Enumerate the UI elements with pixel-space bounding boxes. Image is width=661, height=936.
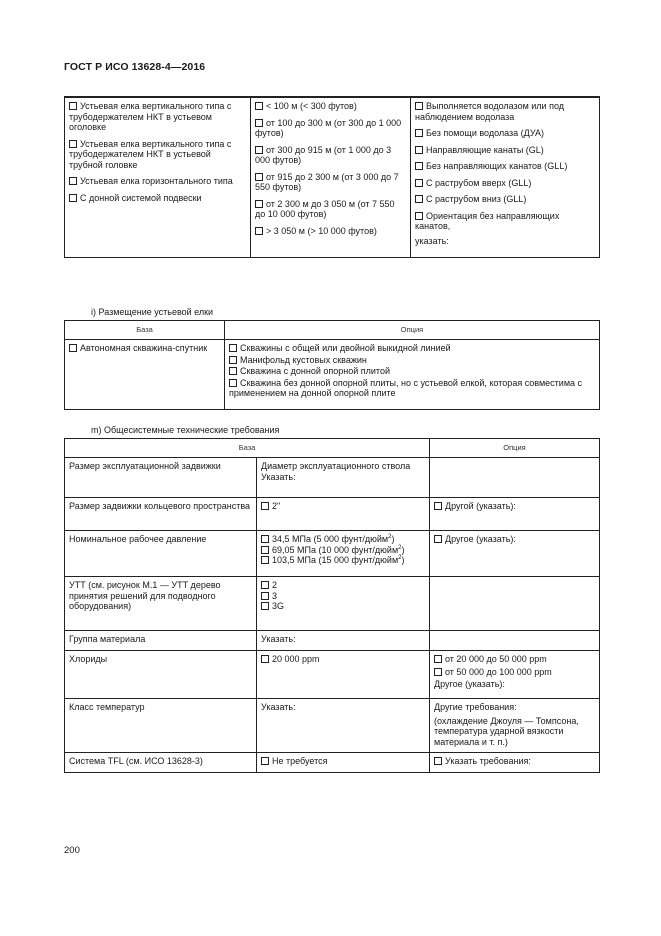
checkbox-option[interactable]: от 2 300 м до 3 050 м (от 7 550 до 10 000 футов) (255, 198, 395, 219)
checkbox[interactable] (69, 102, 77, 110)
checkbox[interactable] (229, 344, 237, 352)
wellhead-tree-type-table (64, 96, 600, 258)
checkbox-option[interactable]: Устьевая елка вертикального типа с трубодержателем НКТ в устьевой трубной головке (69, 138, 232, 170)
checkbox-option[interactable]: Другое (указать): (434, 534, 595, 545)
checkbox[interactable] (255, 227, 263, 235)
checkbox[interactable] (415, 129, 423, 137)
requirement-label: УТТ (см. рисунок М.1 — УТТ дерево принятия решений для подводного оборудования) (65, 577, 257, 631)
column-header-base: База (65, 321, 225, 340)
checkbox-option[interactable]: Манифольд кустовых скважин (229, 355, 595, 366)
checkbox[interactable] (434, 535, 442, 543)
checkbox[interactable] (69, 194, 77, 202)
checkbox[interactable] (415, 146, 423, 154)
checkbox[interactable] (69, 344, 77, 352)
installation-method-cell (411, 97, 600, 257)
base-cell (257, 577, 430, 631)
base-cell (257, 531, 430, 577)
checkbox[interactable] (434, 655, 442, 663)
base-cell (257, 651, 430, 699)
section-i-caption: i) Размещение устьевой елки (91, 307, 214, 317)
option-cell (430, 531, 600, 577)
column-header-option: Опция (430, 439, 600, 458)
checkbox-option[interactable]: Автономная скважина-спутник (69, 343, 220, 354)
column-header-base: База (65, 439, 430, 458)
tree-placement-table (64, 320, 600, 410)
checkbox-option[interactable]: 3 (261, 591, 425, 602)
checkbox[interactable] (415, 162, 423, 170)
option-cell (430, 577, 600, 631)
document-header: ГОСТ Р ИСО 13628-4—2016 (64, 61, 206, 73)
checkbox-option[interactable]: Выполняется водолазом или под наблюдением водолаза (415, 101, 565, 122)
option-cell (430, 631, 600, 651)
checkbox[interactable] (229, 379, 237, 387)
requirement-label: Класс температур (65, 699, 257, 753)
requirement-label: Хлориды (65, 651, 257, 699)
option-cell: от 20 000 до 50 000 ppm от 50 000 до 100 000 ppm Другое (указать): (430, 651, 600, 699)
checkbox[interactable] (261, 602, 269, 610)
checkbox[interactable] (69, 177, 77, 185)
checkbox[interactable] (229, 356, 237, 364)
checkbox[interactable] (261, 655, 269, 663)
option-cell: Другие требования: (охлаждение Джоуля — Томпсона, температура ударной вязкости материала и т. п.) (430, 699, 600, 753)
checkbox-option[interactable]: 20 000 ppm (261, 654, 425, 665)
base-cell (257, 498, 430, 531)
checkbox[interactable] (69, 140, 77, 148)
checkbox[interactable] (255, 200, 263, 208)
checkbox[interactable] (255, 102, 263, 110)
checkbox-option[interactable]: С раструбом вниз (GLL) (415, 194, 595, 205)
checkbox-option[interactable]: Направляющие канаты (GL) (415, 145, 595, 156)
requirement-label: Номинальное рабочее давление (65, 531, 257, 577)
checkbox-option[interactable]: Скважина с донной опорной плитой (229, 366, 595, 377)
checkbox[interactable] (415, 179, 423, 187)
checkbox-option[interactable]: Другой (указать): (434, 501, 595, 512)
checkbox[interactable] (261, 556, 269, 564)
checkbox[interactable] (229, 367, 237, 375)
checkbox[interactable] (255, 173, 263, 181)
checkbox[interactable] (261, 535, 269, 543)
water-depth-cell (251, 97, 411, 257)
checkbox[interactable] (434, 757, 442, 765)
checkbox-option[interactable]: 2 (261, 580, 425, 591)
checkbox-option[interactable]: Не требуется (261, 756, 425, 767)
system-requirements-table (64, 438, 600, 773)
base-cell: Диаметр эксплуатационного ствола Указать: (257, 458, 430, 498)
checkbox[interactable] (261, 502, 269, 510)
checkbox-option[interactable]: < 100 м (< 300 футов) (255, 101, 406, 112)
checkbox-option[interactable]: 69,05 МПа (10 000 фунт/дюйм$^2$) (261, 545, 425, 556)
checkbox-option[interactable]: Скважины с общей или двойной выкидной линией (229, 343, 595, 354)
requirement-label: Группа материала (65, 631, 257, 651)
checkbox-option[interactable]: Устьевая елка горизонтального типа (69, 176, 246, 187)
options-cell (225, 340, 600, 410)
checkbox-option[interactable]: Без направляющих канатов (GLL) (415, 161, 595, 172)
checkbox-option[interactable]: С раструбом вверх (GLL) (415, 178, 595, 189)
checkbox-option[interactable]: от 915 до 2 300 м (от 3 000 до 7 550 футов) (255, 171, 399, 192)
base-cell: Указать: (257, 699, 430, 753)
checkbox-option[interactable]: 34,5 МПа (5 000 фунт/дюйм$^2$) (261, 534, 425, 545)
checkbox[interactable] (261, 546, 269, 554)
checkbox-option[interactable]: 103,5 МПа (15 000 фунт/дюйм$^2$) (261, 555, 425, 566)
base-cell (65, 340, 225, 410)
checkbox-option[interactable]: от 100 до 300 м (от 300 до 1 000 футов) (255, 117, 402, 138)
checkbox-option[interactable]: Устьевая елка вертикального типа с трубодержателем НКТ в устьевом оголовке (69, 101, 232, 132)
checkbox-option[interactable]: Без помощи водолаза (ДУА) (415, 128, 595, 139)
checkbox-option[interactable]: Скважина без донной опорной плиты, но с устьевой елкой, которая совместима с применением на донной опорной плите (229, 377, 583, 398)
checkbox[interactable] (415, 102, 423, 110)
base-cell: Указать: (257, 631, 430, 651)
option-cell (430, 753, 600, 773)
requirement-label: Размер эксплуатационной задвижки (65, 458, 257, 498)
checkbox[interactable] (415, 195, 423, 203)
requirement-label: Система TFL (см. ИСО 13628-3) (65, 753, 257, 773)
checkbox[interactable] (434, 668, 442, 676)
checkbox-option[interactable]: от 300 до 915 м (от 1 000 до 3 000 футов) (255, 144, 392, 165)
page-number: 200 (64, 845, 80, 856)
checkbox-option[interactable]: С донной системой подвески (69, 193, 246, 204)
checkbox[interactable] (415, 212, 423, 220)
specify-label: указать: (415, 235, 449, 246)
checkbox[interactable] (261, 581, 269, 589)
checkbox-option[interactable]: Указать требования: (434, 756, 595, 767)
checkbox-option[interactable]: 3G (261, 601, 425, 612)
base-cell (257, 753, 430, 773)
requirement-label: Размер задвижки кольцевого пространства (65, 498, 257, 531)
checkbox[interactable] (255, 119, 263, 127)
checkbox-option[interactable]: от 50 000 до 100 000 ppm (434, 667, 595, 678)
tree-type-cell (65, 97, 251, 257)
option-cell (430, 498, 600, 531)
checkbox-option[interactable]: 2" (261, 501, 425, 512)
checkbox-option[interactable]: > 3 050 м (> 10 000 футов) (255, 226, 406, 237)
column-header-option: Опция (225, 321, 600, 340)
checkbox-option[interactable]: Ориентация без направляющих канатов, (415, 210, 560, 231)
checkbox[interactable] (255, 146, 263, 154)
checkbox[interactable] (434, 502, 442, 510)
checkbox[interactable] (261, 757, 269, 765)
checkbox[interactable] (261, 592, 269, 600)
option-cell (430, 458, 600, 498)
section-m-caption: m) Общесистемные технические требования (91, 425, 280, 435)
checkbox-option[interactable]: от 20 000 до 50 000 ppm (434, 654, 595, 665)
